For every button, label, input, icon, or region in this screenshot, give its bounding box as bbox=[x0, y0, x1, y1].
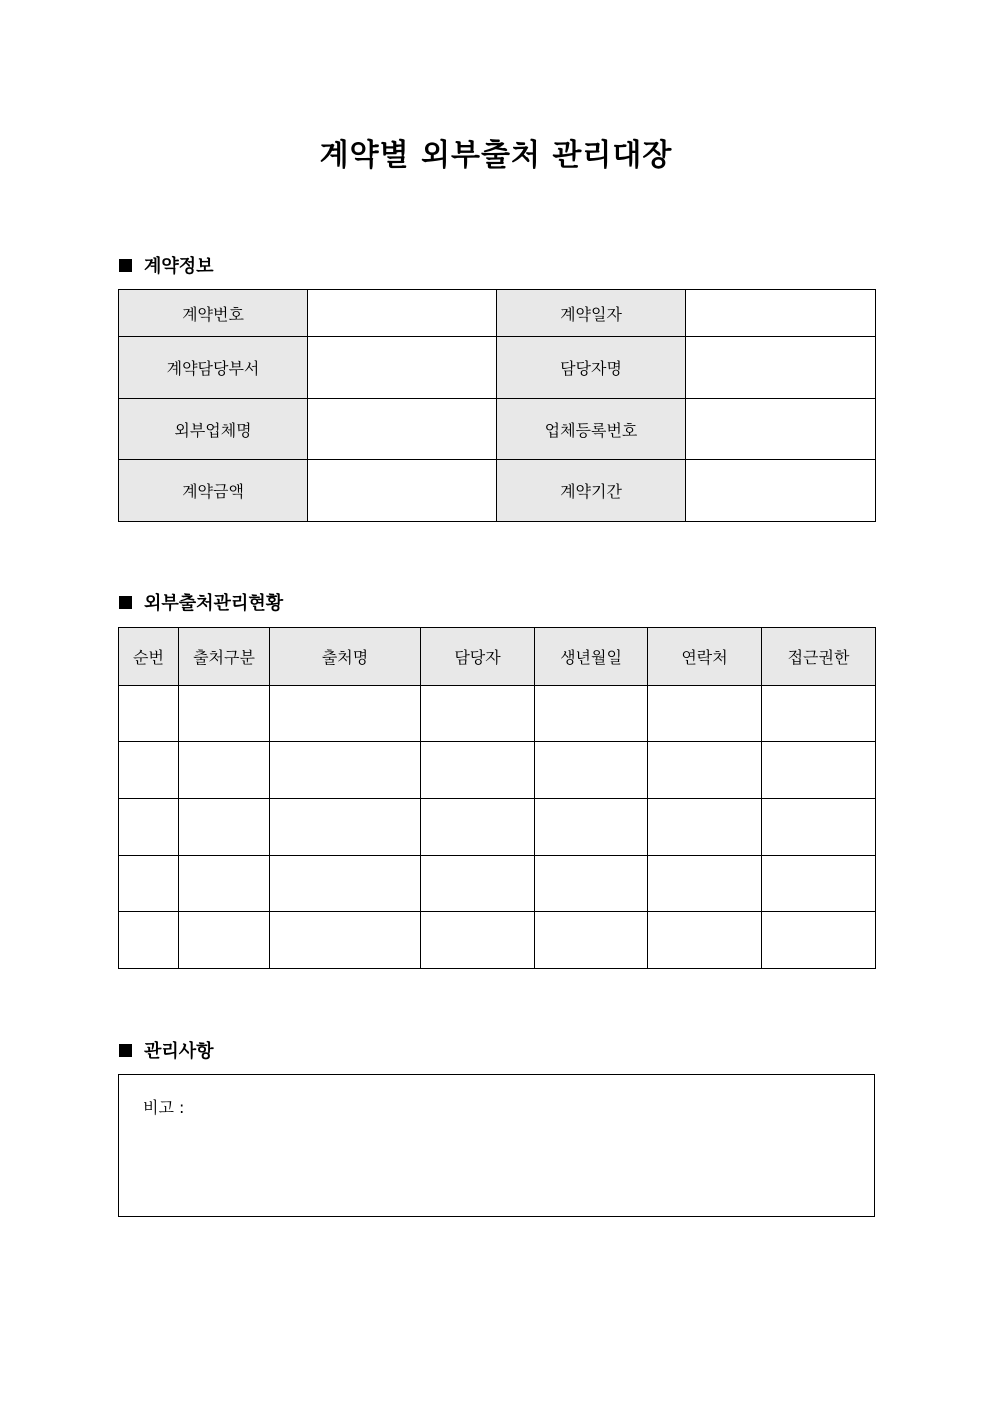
table-cell[interactable] bbox=[270, 799, 421, 856]
table-cell[interactable] bbox=[762, 799, 876, 856]
contract-department-field[interactable] bbox=[308, 337, 497, 399]
table-cell[interactable] bbox=[270, 912, 421, 969]
management-notes-heading bbox=[119, 1038, 214, 1062]
table-cell[interactable] bbox=[535, 686, 648, 742]
table-cell[interactable] bbox=[119, 799, 179, 856]
table-cell[interactable] bbox=[648, 799, 762, 856]
source-management-heading bbox=[119, 590, 283, 614]
column-header-number: 순번 bbox=[119, 628, 179, 686]
contract-label-cell: 계약금액 bbox=[119, 460, 308, 522]
manager-name-field[interactable] bbox=[686, 337, 876, 399]
column-header-access-rights: 접근권한 bbox=[762, 628, 876, 686]
table-cell[interactable] bbox=[762, 856, 876, 912]
table-row bbox=[119, 742, 876, 799]
table-cell[interactable] bbox=[179, 742, 270, 799]
table-cell[interactable] bbox=[648, 912, 762, 969]
contract-row bbox=[119, 290, 876, 337]
square-bullet-icon bbox=[119, 259, 132, 272]
table-row bbox=[119, 799, 876, 856]
contract-label-cell: 업체등록번호 bbox=[497, 399, 686, 460]
contract-label-cell: 계약기간 bbox=[497, 460, 686, 522]
table-row bbox=[119, 686, 876, 742]
remarks-label: 비고 : bbox=[143, 1098, 185, 1117]
contract-info-heading bbox=[119, 253, 214, 277]
table-cell[interactable] bbox=[421, 742, 535, 799]
contract-label-cell: 외부업체명 bbox=[119, 399, 308, 460]
table-cell[interactable] bbox=[421, 686, 535, 742]
table-cell[interactable] bbox=[421, 912, 535, 969]
source-management-table bbox=[118, 627, 876, 969]
square-bullet-icon bbox=[119, 596, 132, 609]
column-header-contact: 연락처 bbox=[648, 628, 762, 686]
document-title: 계약별 외부출처 관리대장 bbox=[319, 138, 673, 173]
contract-date-field[interactable] bbox=[686, 290, 876, 337]
contract-row bbox=[119, 337, 876, 399]
table-cell[interactable] bbox=[270, 686, 421, 742]
contract-period-field[interactable] bbox=[686, 460, 876, 522]
table-cell[interactable] bbox=[648, 742, 762, 799]
remarks-box[interactable] bbox=[118, 1074, 875, 1217]
table-cell[interactable] bbox=[762, 742, 876, 799]
table-cell[interactable] bbox=[762, 686, 876, 742]
table-cell[interactable] bbox=[119, 742, 179, 799]
table-cell[interactable] bbox=[119, 686, 179, 742]
column-header-source-name: 출처명 bbox=[270, 628, 421, 686]
column-header-birthdate: 생년월일 bbox=[535, 628, 648, 686]
table-cell[interactable] bbox=[179, 686, 270, 742]
contract-label-cell: 담당자명 bbox=[497, 337, 686, 399]
table-cell[interactable] bbox=[270, 742, 421, 799]
table-cell[interactable] bbox=[119, 856, 179, 912]
contract-label-cell: 계약번호 bbox=[119, 290, 308, 337]
table-cell[interactable] bbox=[762, 912, 876, 969]
vendor-registration-field[interactable] bbox=[686, 399, 876, 460]
contract-info-heading-text: 계약정보 bbox=[144, 256, 214, 277]
square-bullet-icon bbox=[119, 1044, 132, 1057]
vendor-name-field[interactable] bbox=[308, 399, 497, 460]
contract-row bbox=[119, 399, 876, 460]
table-cell[interactable] bbox=[535, 856, 648, 912]
table-cell[interactable] bbox=[179, 799, 270, 856]
source-management-heading-text: 외부출처관리현황 bbox=[144, 593, 284, 614]
column-header-source-type: 출처구분 bbox=[179, 628, 270, 686]
table-header-row bbox=[119, 628, 876, 686]
column-header-manager: 담당자 bbox=[421, 628, 535, 686]
table-cell[interactable] bbox=[421, 856, 535, 912]
contract-label-cell: 계약담당부서 bbox=[119, 337, 308, 399]
table-row bbox=[119, 912, 876, 969]
table-cell[interactable] bbox=[179, 856, 270, 912]
management-notes-heading-text: 관리사항 bbox=[144, 1041, 214, 1062]
table-row bbox=[119, 856, 876, 912]
contract-info-table bbox=[118, 289, 876, 522]
table-cell[interactable] bbox=[270, 856, 421, 912]
contract-amount-field[interactable] bbox=[308, 460, 497, 522]
table-cell[interactable] bbox=[648, 686, 762, 742]
table-cell[interactable] bbox=[535, 799, 648, 856]
table-cell[interactable] bbox=[119, 912, 179, 969]
contract-row bbox=[119, 460, 876, 522]
table-cell[interactable] bbox=[648, 856, 762, 912]
table-cell[interactable] bbox=[535, 742, 648, 799]
contract-number-field[interactable] bbox=[308, 290, 497, 337]
table-cell[interactable] bbox=[535, 912, 648, 969]
table-cell[interactable] bbox=[421, 799, 535, 856]
table-cell[interactable] bbox=[179, 912, 270, 969]
contract-label-cell: 계약일자 bbox=[497, 290, 686, 337]
